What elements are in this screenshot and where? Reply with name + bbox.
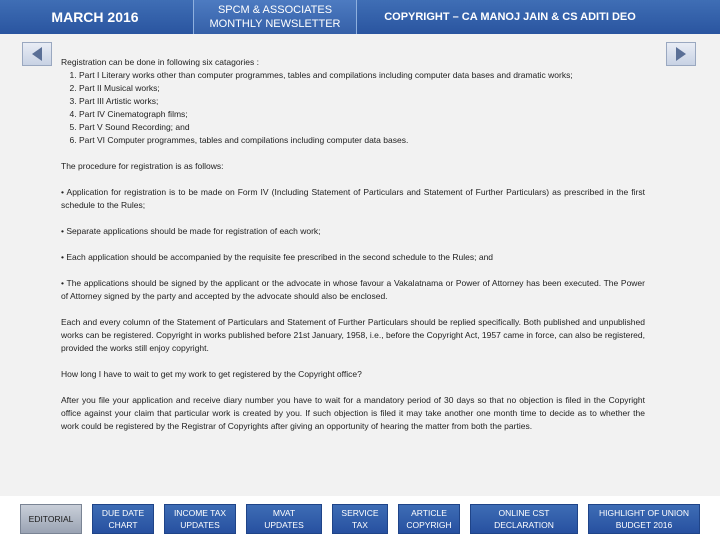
- article-label-2: COPYRIGH: [406, 520, 452, 530]
- due-date-chart-label-2: CHART: [108, 520, 138, 530]
- previous-page-button[interactable]: [22, 42, 52, 66]
- service-tax-button[interactable]: [332, 504, 388, 534]
- procedure-point: • The applications should be signed by the applicant or the advocate in whose favour a Vakalatnama or Power of Attorney has been executed. The Power of Attorney signed by the party and accepted by the advocate should also be enclosed.: [61, 278, 645, 301]
- arrow-left-icon: [31, 47, 43, 61]
- service-tax-label-2: TAX: [352, 520, 368, 530]
- category-item: 6. Part VI Computer programmes, tables and compilations including computer data bases.: [79, 134, 645, 147]
- online-cst-label-1: ONLINE CST: [498, 508, 550, 518]
- category-item: 3. Part III Artistic works;: [79, 95, 645, 108]
- procedure-heading: The procedure for registration is as follows:: [61, 161, 224, 171]
- online-cst-declaration-button[interactable]: [470, 504, 578, 534]
- article-label-1: ARTICLE: [411, 508, 447, 518]
- procedure-point: • Application for registration is to be made on Form IV (Including Statement of Particulars and Statement of Further Particulars) as prescribed in the first schedule to the Rules;: [61, 187, 645, 210]
- article-body: [61, 56, 645, 433]
- due-date-chart-label-1: DUE DATE: [101, 508, 145, 518]
- editorial-button-label: EDITORIAL: [28, 514, 74, 524]
- due-date-chart-button[interactable]: [92, 504, 154, 534]
- newsletter-title-line2: MONTHLY NEWSLETTER: [209, 18, 341, 30]
- article-copyright-button[interactable]: [398, 504, 460, 534]
- income-tax-label-2: UPDATES: [180, 520, 220, 530]
- category-item: 1. Part I Literary works other than computer programmes, tables and compilations including computer data bases and dramatic works;: [79, 69, 645, 82]
- online-cst-label-2: DECLARATION: [494, 520, 554, 530]
- category-item: 5. Part V Sound Recording; and: [79, 121, 645, 134]
- newsletter-header: [0, 0, 720, 34]
- newsletter-title-line1: SPCM & ASSOCIATES: [217, 4, 333, 16]
- procedure-point: • Separate applications should be made for registration of each work;: [61, 226, 321, 236]
- mvat-label-2: UPDATES: [264, 520, 304, 530]
- category-item: 2. Part II Musical works;: [79, 82, 645, 95]
- union-budget-highlight-button[interactable]: [588, 504, 700, 534]
- categories-list: [61, 69, 645, 147]
- newsletter-title: [193, 0, 357, 34]
- statement-paragraph: Each and every column of the Statement of Particulars and Statement of Further Particulars should be replied specifically. Both published and unpublished works can be registered. Copyright in works published before 21st January, 1958, i.e., before the Copyright Act, 1957 came in force, can also be registered, provided the works still enjoy copyright.: [61, 317, 645, 353]
- copyright-notice: COPYRIGHT – CA MANOJ JAIN & CS ADITI DEO: [384, 11, 636, 23]
- arrow-right-icon: [675, 47, 687, 61]
- union-budget-label-1: HIGHLIGHT OF UNION: [598, 508, 690, 518]
- faq-question: How long I have to wait to get my work to get registered by the Copyright office?: [61, 369, 362, 379]
- footer-nav: [0, 496, 720, 540]
- income-tax-label-1: INCOME TAX: [173, 508, 227, 518]
- procedure-point: • Each application should be accompanied by the requisite fee prescribed in the second schedule to the Rules; and: [61, 252, 494, 262]
- service-tax-label-1: SERVICE: [341, 508, 379, 518]
- income-tax-updates-button[interactable]: [164, 504, 236, 534]
- union-budget-label-2: BUDGET 2016: [615, 520, 673, 530]
- mvat-updates-button[interactable]: [246, 504, 322, 534]
- faq-answer: After you file your application and receive diary number you have to wait for a mandatory period of 30 days so that no objection is filed in the Copyright office against your claim that particular work is created by you. If such objection is filed it may take another one month time to decide as to whether the work could be registered by the Registrar of Copyrights after giving an opportunity of hearing the matter from both the parties.: [61, 395, 645, 431]
- categories-intro: Registration can be done in following six catagories :: [61, 57, 259, 67]
- category-item: 4. Part IV Cinematograph films;: [79, 108, 645, 121]
- mvat-label-1: MVAT: [272, 508, 296, 518]
- next-page-button[interactable]: [666, 42, 696, 66]
- editorial-button[interactable]: [20, 504, 82, 534]
- issue-month: MARCH 2016: [51, 9, 139, 25]
